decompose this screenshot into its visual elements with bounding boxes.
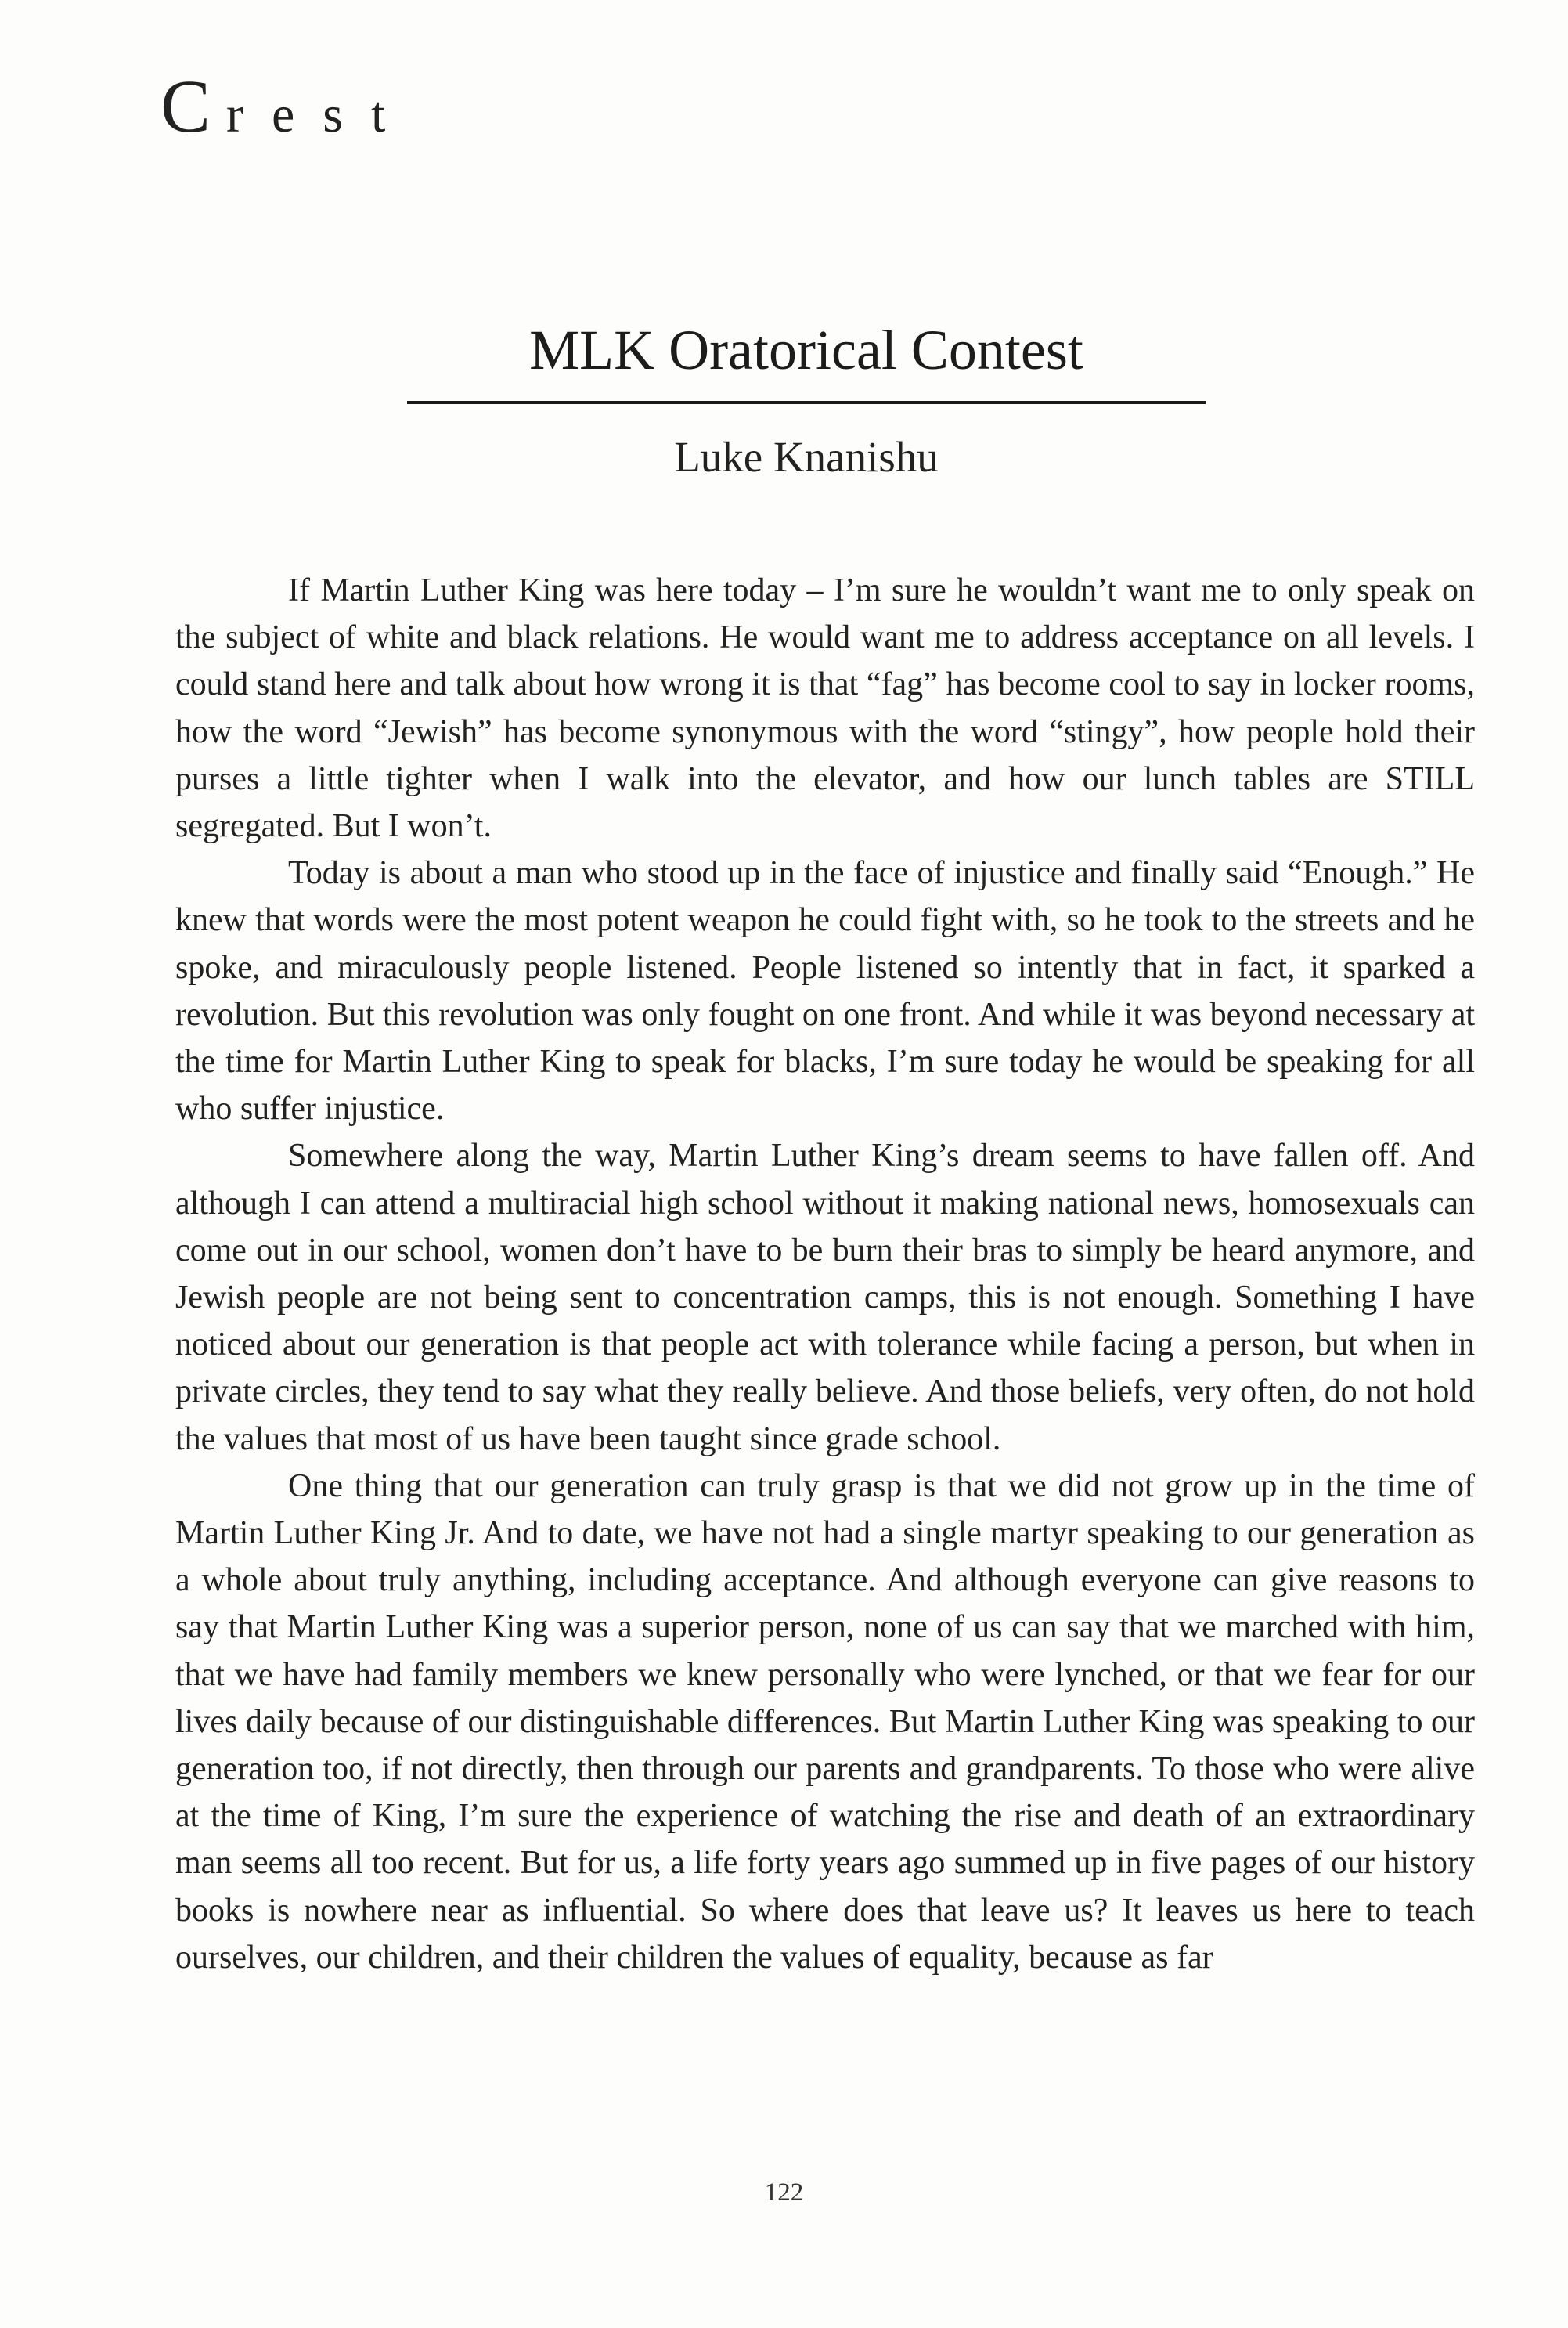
title-divider [407, 401, 1206, 404]
masthead-rest: rest [226, 86, 414, 143]
article-body [175, 567, 1475, 1981]
body-paragraph: Somewhere along the way, Martin Luther King’s dream seems to have fallen off. And although I can attend a multiracial high school without it making national news, homosexuals can come out in our school, women don’t have to be burn their bras to simply be heard anymore, and Jewish people are not being sent to concentration camps, this is not enough. Something I have noticed about our generation is that people act with tolerance while facing a person, but when in private circles, they tend to say what they really believe. And those beliefs, very often, do not hold the values that most of us have been taught since grade school. [175, 1138, 1475, 1457]
body-paragraph: Today is about a man who stood up in the face of injustice and finally said “Enough.” He knew that words were the most potent weapon he could fight with, so he took to the streets and he spoke, and miraculously people listened. People listened so intently that in fact, it sparked a revolution. But this revolution was only fought on one front. And while it was beyond necessary at the time for Martin Luther King to speak for blacks, I’m sure today he would be speaking for all who suffer injustice. [175, 855, 1475, 1128]
masthead-initial: C [160, 64, 227, 148]
body-paragraph: One thing that our generation can truly grasp is that we did not grow up in the time of Martin Luther King Jr. And to date, we have not had a single martyr speaking to our generation as a whole about truly anything, including acceptance. And although everyone can give reasons to say that Martin Luther King was a superior person, none of us can say that we marched with him, that we have had family members we knew personally who were lynched, or that we fear for our lives daily because of our distinguishable differences. But Martin Luther King was speaking to our generation too, if not directly, then through our parents and grandparents. To those who were alive at the time of King, I’m sure the experience of watching the rise and death of an extraordinary man seems all too recent. But for us, a life forty years ago summed up in five pages of our history books is nowhere near as influential. So where does that leave us? It leaves us here to teach ourselves, our children, and their children the values of equality, because as far [175, 1467, 1475, 1976]
page-number: 122 [764, 2178, 804, 2207]
journal-masthead [160, 64, 414, 148]
article-author: Luke Knanishu [674, 433, 939, 481]
article-title: MLK Oratorical Contest [529, 319, 1083, 381]
body-paragraph: If Martin Luther King was here today – I’m sure he wouldn’t want me to only speak on the subject of white and black relations. He would want me to address acceptance on all levels. I could stand here and talk about how wrong it is that “fag” has become cool to say in locker rooms, how the word “Jewish” has become synonymous with the word “stingy”, how people hold their purses a little tighter when I walk into the elevator, and how our lunch tables are STILL segregated. But I won’t. [175, 572, 1475, 845]
